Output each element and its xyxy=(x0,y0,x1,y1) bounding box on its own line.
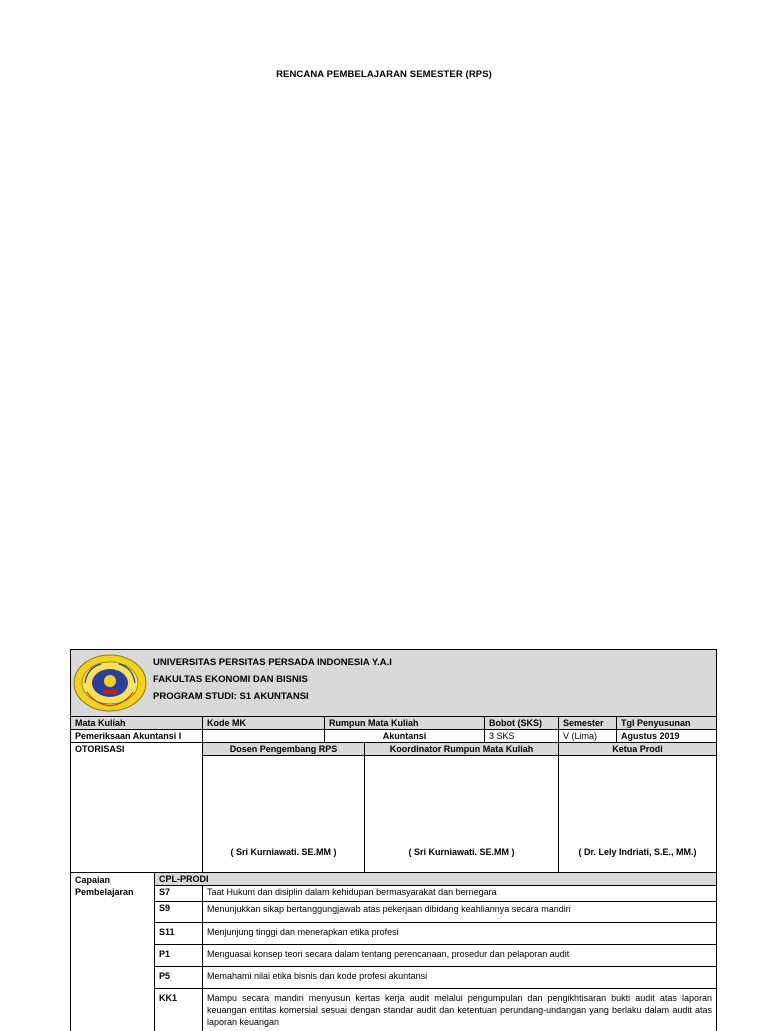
cpl-row xyxy=(71,967,717,989)
cpl-code: P5 xyxy=(155,967,203,989)
rumpun-header: Rumpun Mata Kuliah xyxy=(325,717,485,730)
course-values-row xyxy=(71,730,717,743)
otorisasi-label: OTORISASI xyxy=(71,743,203,873)
capaian-label: Capaian Pembelajaran xyxy=(71,873,155,1031)
bobot-header: Bobot (SKS) xyxy=(485,717,559,730)
cpl-desc: Menguasai konsep teori secara dalam tentang perencanaan, prosedur dan pelaporan audit xyxy=(203,945,717,967)
rumpun-value: Akuntansi xyxy=(325,730,485,743)
university-name: UNIVERSITAS PERSITAS PERSADA INDONESIA Y.A.I xyxy=(153,654,392,671)
cpl-row xyxy=(71,886,717,902)
cpl-desc: Menjunjung tinggi dan menerapkan etika profesi xyxy=(203,923,717,945)
cpl-code: KK1 xyxy=(155,989,203,1031)
cpl-prodi-header: CPL-PRODI xyxy=(155,873,717,886)
header-cell xyxy=(71,650,717,717)
program-name: PROGRAM STUDI: S1 AKUNTANSI xyxy=(153,688,392,705)
cpl-code: S11 xyxy=(155,923,203,945)
ketua-role: Ketua Prodi xyxy=(559,743,717,756)
semester-value: V (Lima) xyxy=(559,730,617,743)
course-header-row xyxy=(71,717,717,730)
bobot-value: 3 SKS xyxy=(485,730,559,743)
cpl-row xyxy=(71,989,717,1031)
rps-table xyxy=(70,649,717,1031)
koordinator-role: Koordinator Rumpun Mata Kuliah xyxy=(365,743,559,756)
kode-mk-header: Kode MK xyxy=(203,717,325,730)
tgl-value: Agustus 2019 xyxy=(617,730,717,743)
mata-kuliah-value: Pemeriksaan Akuntansi I xyxy=(71,730,203,743)
university-seal-icon xyxy=(73,654,147,712)
koordinator-name: ( Sri Kurniawati. SE.MM ) xyxy=(408,846,514,858)
otorisasi-header-row xyxy=(71,743,717,756)
cpl-desc: Menunjukkan sikap bertanggungjawab atas pekerjaan dibidang keahliannya secara mandiri xyxy=(203,902,717,923)
semester-header: Semester xyxy=(559,717,617,730)
cpl-desc: Mampu secara mandiri menyusun kertas kerja audit melalui pengumpulan dan pengikhtisaran bukti audit atas laporan keuangan entitas komersial sesuai dengan standar audit dan ketentuan perundang-undangan yang berlaku dalam audit atas laporan keuangan xyxy=(203,989,717,1031)
dosen-signature xyxy=(203,756,365,873)
koordinator-signature xyxy=(365,756,559,873)
ketua-signature xyxy=(559,756,717,873)
cpl-row xyxy=(71,945,717,967)
dosen-name: ( Sri Kurniawati. SE.MM ) xyxy=(230,846,336,858)
cpl-code: P1 xyxy=(155,945,203,967)
cpl-desc: Memahami nilai etika bisnis dan kode profesi akuntansi xyxy=(203,967,717,989)
cpl-row xyxy=(71,902,717,923)
ketua-name: ( Dr. Lely Indriati, S.E., MM.) xyxy=(578,846,696,858)
header-row xyxy=(71,650,717,717)
cpl-row xyxy=(71,923,717,945)
cpl-code: S7 xyxy=(155,886,203,902)
kode-mk-value xyxy=(203,730,325,743)
document-title: RENCANA PEMBELAJARAN SEMESTER (RPS) xyxy=(0,69,768,80)
cpl-desc: Taat Hukum dan disiplin dalam kehidupan bermasyarakat dan bernegara xyxy=(203,886,717,902)
cpl-section-row xyxy=(71,873,717,886)
mata-kuliah-header: Mata Kuliah xyxy=(71,717,203,730)
faculty-name: FAKULTAS EKONOMI DAN BISNIS xyxy=(153,671,392,688)
dosen-role: Dosen Pengembang RPS xyxy=(203,743,365,756)
cpl-code: S9 xyxy=(155,902,203,923)
tgl-header: Tgl Penyusunan xyxy=(617,717,717,730)
